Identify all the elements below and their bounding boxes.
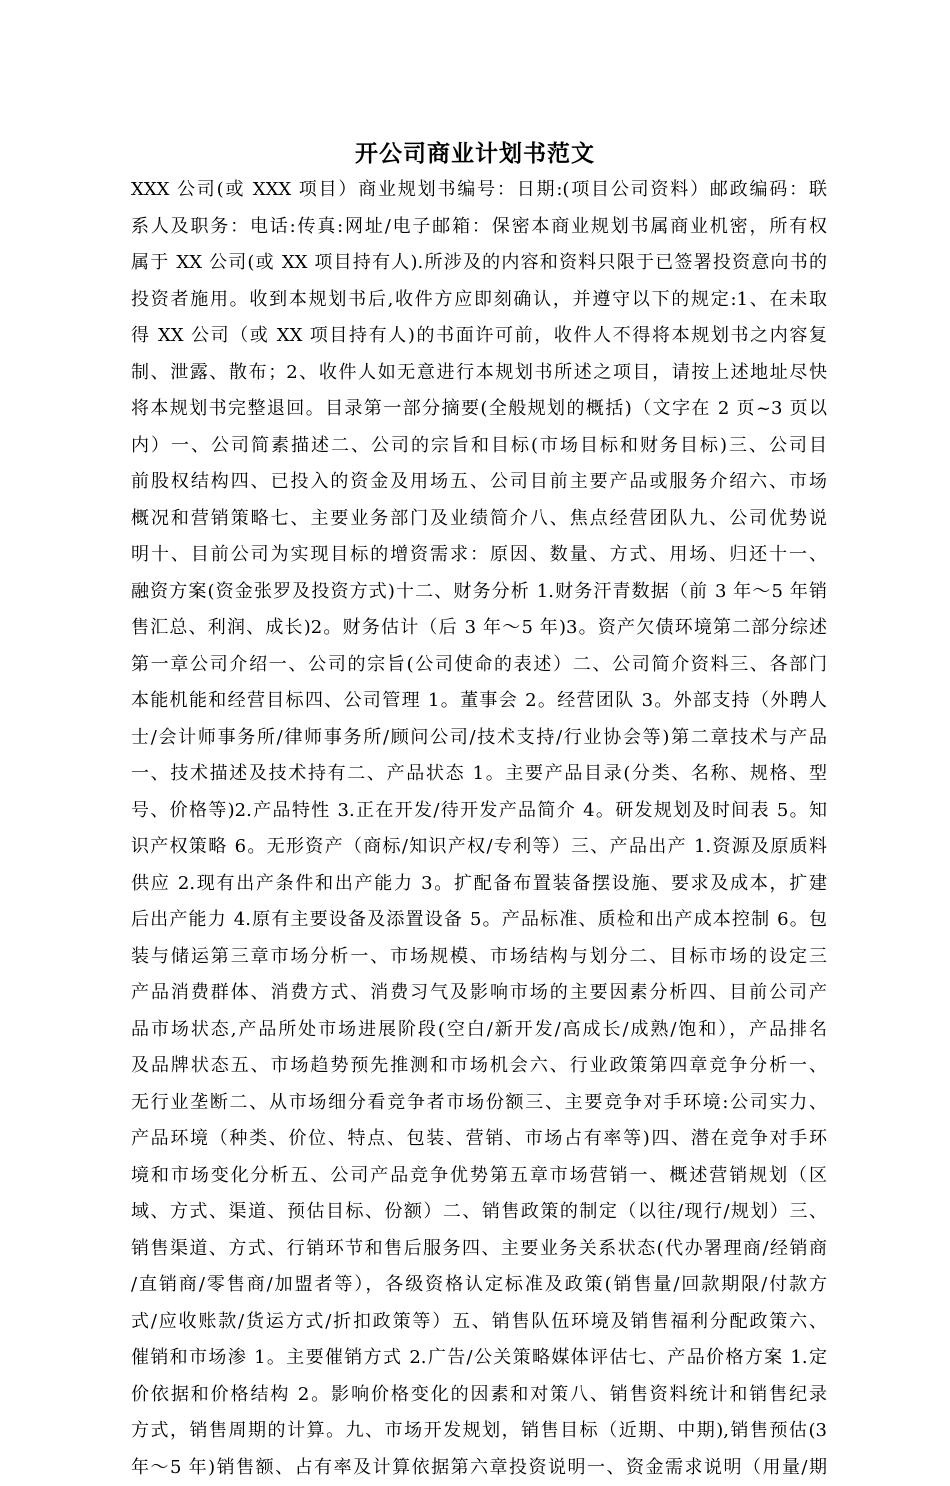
body-line: 后出产能力 4.原有主要设备及添置设备 5。产品标准、质检和出产成本控制 6。包 [131, 902, 827, 939]
body-line: 融资方案(资金张罗及投资方式)十二、财务分析 1.财务汗青数据（前 3 年～5 年销 [131, 574, 827, 611]
body-line: 系人及职务：电话:传真:网址/电子邮箱：保密本商业规划书属商业机密，所有权 [131, 209, 827, 246]
body-line: 内）一、公司简素描述二、公司的宗旨和目标(市场目标和财务目标)三、公司目 [131, 428, 827, 465]
document-body [131, 172, 827, 1486]
body-line: 制、泄露、散布；2、收件人如无意进行本规划书所述之项目，请按上述地址尽快 [131, 355, 827, 392]
body-line: 销售渠道、方式、行销环节和售后服务四、主要业务关系状态(代办署理商/经销商 [131, 1231, 827, 1268]
body-line: 第一章公司介绍一、公司的宗旨(公司使命的表述）二、公司简介资料三、各部门 [131, 647, 827, 684]
body-line: 催销和市场渗 1。主要催销方式 2.广告/公关策略媒体评估七、产品价格方案 1.定 [131, 1340, 827, 1377]
body-line: /直销商/零售商/加盟者等），各级资格认定标准及政策(销售量/回款期限/付款方 [131, 1267, 827, 1304]
body-line: 域、方式、渠道、预估目标、份额）二、销售政策的制定（以往/现行/规划）三、 [131, 1194, 827, 1231]
body-line: 产品消费群体、消费方式、消费习气及影响市场的主要因素分析四、目前公司产 [131, 975, 827, 1012]
body-line: 价依据和价格结构 2。影响价格变化的因素和对策八、销售资料统计和销售纪录 [131, 1377, 827, 1414]
body-line: 得 XX 公司（或 XX 项目持有人)的书面许可前，收件人不得将本规划书之内容复 [131, 318, 827, 355]
body-line: 无行业垄断二、从市场细分看竞争者市场份额三、主要竞争对手环境:公司实力、 [131, 1085, 827, 1122]
body-line: 年～5 年)销售额、占有率及计算依据第六章投资说明一、资金需求说明（用量/期 [131, 1450, 827, 1486]
body-line: 方式，销售周期的计算。九、市场开发规划，销售目标（近期、中期),销售预估(3 [131, 1413, 827, 1450]
body-line: 识产权策略 6。无形资产（商标/知识产权/专利等）三、产品出产 1.资源及原质料 [131, 829, 827, 866]
body-line: 及品牌状态五、市场趋势预先推测和市场机会六、行业政策第四章竞争分析一、 [131, 1048, 827, 1085]
body-line: 明十、目前公司为实现目标的增资需求：原因、数量、方式、用场、归还十一、 [131, 537, 827, 574]
body-line: 售汇总、利润、成长)2。财务估计（后 3 年～5 年)3。资产欠债环境第二部分综述 [131, 610, 827, 647]
body-line: 将本规划书完整退回。目录第一部分摘要(全般规划的概括)（文字在 2 页~3 页以 [131, 391, 827, 428]
body-line: 供应 2.现有出产条件和出产能力 3。扩配备布置装备摆设施、要求及成本，扩建 [131, 866, 827, 903]
body-line: 投资者施用。收到本规划书后,收件方应即刻确认，并遵守以下的规定:1、在未取 [131, 282, 827, 319]
body-line: 属于 XX 公司(或 XX 项目持有人).所涉及的内容和资料只限于已签署投资意向书的 [131, 245, 827, 282]
body-line: 产品环境（种类、价位、特点、包装、营销、市场占有率等)四、潜在竞争对手环 [131, 1121, 827, 1158]
body-line: 概况和营销策略七、主要业务部门及业绩简介八、焦点经营团队九、公司优势说 [131, 501, 827, 538]
body-line: 前股权结构四、已投入的资金及用场五、公司目前主要产品或服务介绍六、市场 [131, 464, 827, 501]
body-line: 士/会计师事务所/律师事务所/顾问公司/技术支持/行业协会等)第二章技术与产品 [131, 720, 827, 757]
body-line: 式/应收账款/货运方式/折扣政策等）五、销售队伍环境及销售福利分配政策六、 [131, 1304, 827, 1341]
body-line: 一、技术描述及技术持有二、产品状态 1。主要产品目录(分类、名称、规格、型 [131, 756, 827, 793]
body-line: 境和市场变化分析五、公司产品竞争优势第五章市场营销一、概述营销规划（区 [131, 1158, 827, 1195]
body-line: 本能机能和经营目标四、公司管理 1。董事会 2。经营团队 3。外部支持（外聘人 [131, 683, 827, 720]
document-title: 开公司商业计划书范文 [0, 139, 950, 169]
body-line: XXX 公司(或 XXX 项目）商业规划书编号：日期:(项目公司资料）邮政编码：联 [131, 172, 827, 209]
body-line: 装与储运第三章市场分析一、市场规模、市场结构与划分二、目标市场的设定三 [131, 939, 827, 976]
body-line: 品市场状态,产品所处市场进展阶段(空白/新开发/高成长/成熟/饱和），产品排名 [131, 1012, 827, 1049]
body-line: 号、价格等)2.产品特性 3.正在开发/待开发产品简介 4。研发规划及时间表 5。知 [131, 793, 827, 830]
